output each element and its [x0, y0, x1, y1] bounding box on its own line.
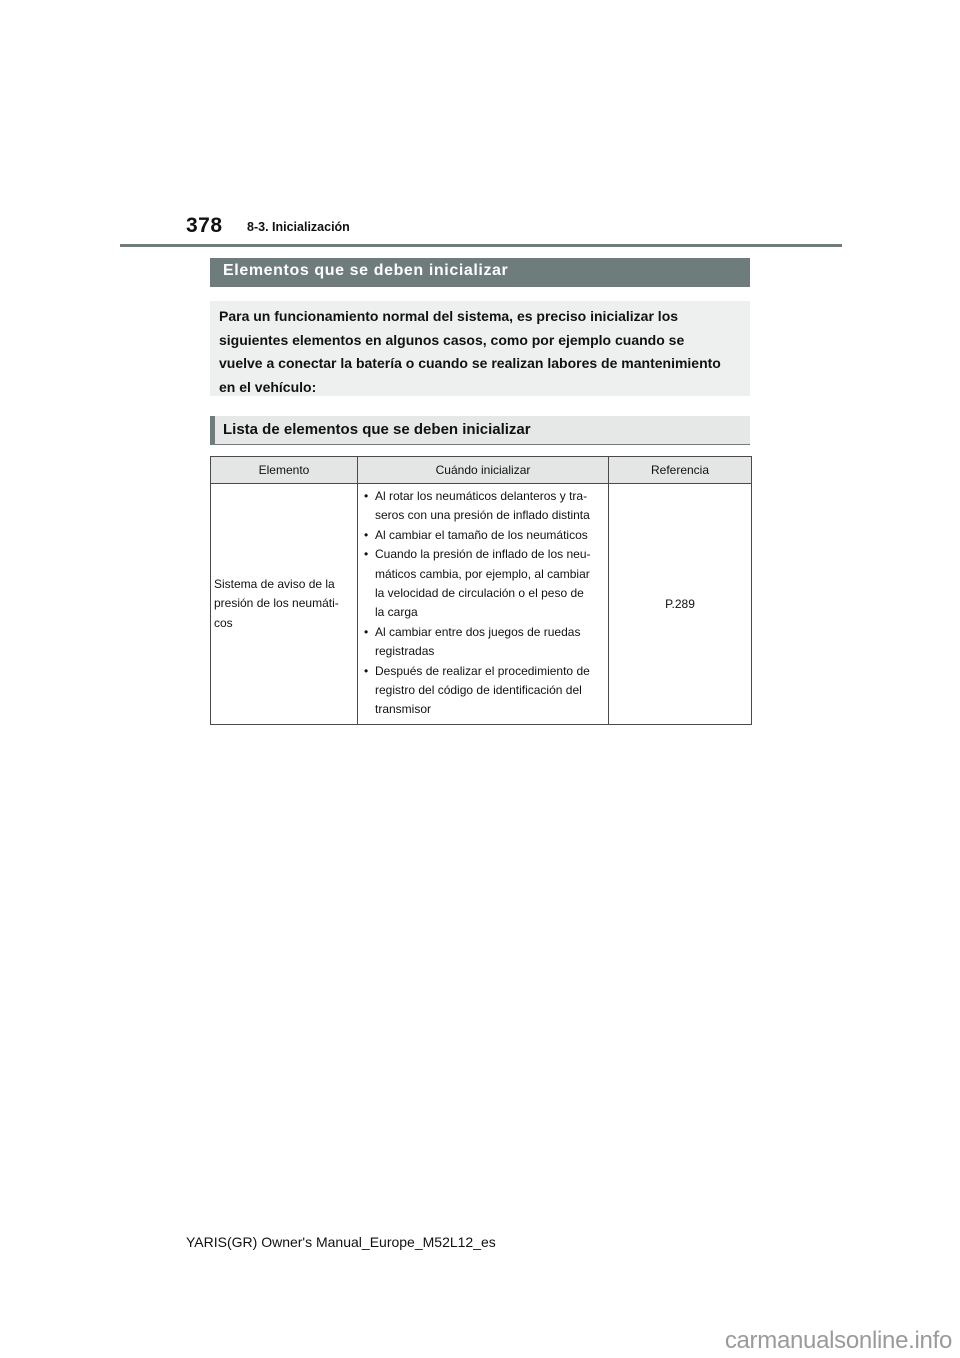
section-title-band: Elementos que se deben inicializar — [210, 258, 750, 287]
when-item — [362, 662, 605, 720]
list-subheading: Lista de elementos que se deben inicializar — [210, 416, 750, 445]
page-number: 378 — [186, 214, 223, 237]
when-item — [362, 623, 605, 662]
column-header-reference: Referencia — [609, 457, 752, 484]
when-line: seros con una presión de inflado distinta — [375, 508, 590, 523]
table-header-row — [211, 457, 752, 484]
element-cell — [211, 484, 358, 725]
intro-line: vuelve a conectar la batería o cuando se realizan labores de mantenimiento — [219, 355, 721, 371]
intro-line: en el vehículo: — [219, 378, 317, 395]
when-line: • Al rotar los neumáticos delanteros y tra- — [375, 489, 588, 503]
when-line: • Al cambiar el tamaño de los neumáticos — [375, 527, 588, 542]
footer-manual-id: YARIS(GR) Owner's Manual_Europe_M52L12_es — [186, 1234, 496, 1250]
when-list — [362, 487, 605, 720]
element-line: Sistema de aviso de la — [214, 576, 335, 591]
intro-box — [210, 301, 750, 396]
element-line: cos — [214, 615, 233, 630]
when-cell — [358, 484, 609, 725]
when-item — [362, 545, 605, 623]
watermark: carmanualsonline.info — [724, 1327, 952, 1354]
when-item — [362, 526, 605, 545]
when-line: la velocidad de circulación o el peso de — [375, 586, 584, 601]
element-line: presión de los neumáti- — [214, 596, 339, 611]
intro-line: Para un funcionamiento normal del sistema, es preciso inicializar los — [219, 308, 679, 324]
column-header-when: Cuándo inicializar — [358, 457, 609, 484]
when-line: la carga — [375, 605, 418, 620]
when-line: máticos cambia, por ejemplo, al cambiar — [375, 566, 590, 581]
table-row — [211, 484, 752, 725]
when-line: • Cuando la presión de inflado de los neu- — [375, 547, 591, 562]
when-line: • Después de realizar el procedimiento de — [375, 663, 590, 678]
initialization-table — [210, 456, 752, 725]
when-line: registro del código de identificación del — [375, 683, 582, 698]
header-rule — [120, 244, 842, 247]
section-label: 8-3. Inicialización — [247, 220, 350, 234]
intro-line: siguientes elementos en algunos casos, como por ejemplo cuando se — [219, 331, 685, 348]
when-line: registradas — [375, 644, 435, 659]
when-line: transmisor — [375, 702, 432, 717]
reference-cell: P.289 — [609, 484, 752, 725]
when-item — [362, 487, 605, 526]
column-header-element: Elemento — [211, 457, 358, 484]
when-line: • Al cambiar entre dos juegos de ruedas — [375, 624, 581, 639]
